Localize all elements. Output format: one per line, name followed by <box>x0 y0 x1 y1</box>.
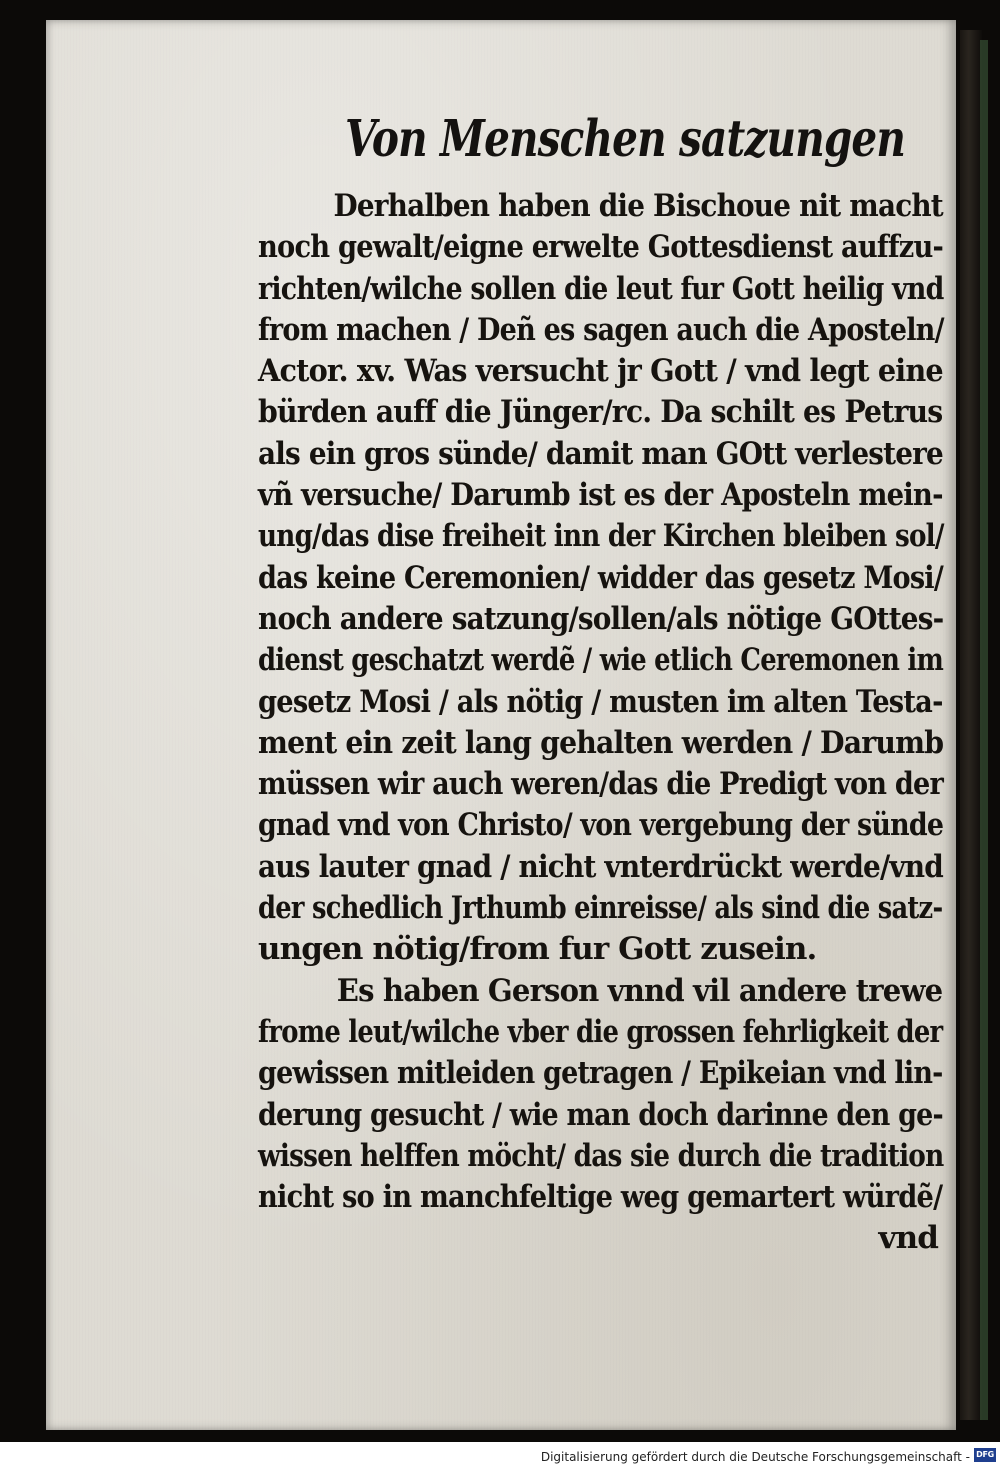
text-line: Es haben Gerson vnnd vil andere trewe <box>336 972 943 1009</box>
catchword: vnd <box>878 1220 938 1257</box>
text-line: müssen wir auch weren/das die Predigt von der <box>258 766 944 803</box>
text-line: from machen / Deñ es sagen auch die Aposteln/ <box>258 311 944 348</box>
dfg-logo-icon: DFG <box>974 1448 996 1462</box>
text-line: noch gewalt/eigne erwelte Gottesdienst auffzu- <box>258 229 944 266</box>
page-edge-strip <box>980 40 988 1420</box>
text-line: wissen helffen möcht/ das sie durch die tradition <box>258 1137 944 1174</box>
text-line: der schedlich Jrthumb einreisse/ als sind die satz- <box>258 890 943 927</box>
page-edge <box>960 30 982 1420</box>
running-heading: Von Menschen satzungen <box>345 110 905 169</box>
text-line: Derhalben haben die Bischoue nit macht <box>333 188 943 224</box>
funding-credit: Digitalisierung gefördert durch die Deutsche Forschungsgemeinschaft - <box>540 1450 970 1464</box>
text-line: ung/das dise freiheit inn der Kirchen bleiben sol/ <box>258 518 944 555</box>
body-text <box>258 186 943 1260</box>
text-line: derung gesucht / wie man doch darinne den ge- <box>258 1096 943 1133</box>
text-line: gewissen mitleiden getragen / Epikeian vnd lin- <box>258 1055 943 1092</box>
text-line: noch andere satzung/sollen/als nötige GOttes- <box>258 600 944 637</box>
text-line: frome leut/wilche vber die grossen fehrligkeit der <box>258 1013 943 1050</box>
text-line: vñ versuche/ Darumb ist es der Aposteln mein- <box>258 477 943 514</box>
text-line: ungen nötig/from fur Gott zusein. <box>258 931 817 968</box>
text-line: richten/wilche sollen die leut fur Gott heilig vnd <box>258 270 944 307</box>
text-line: ment ein zeit lang gehalten werden / Darumb <box>258 724 944 761</box>
text-line: bürden auff die Jünger/rc. Da schilt es Petrus <box>258 394 943 431</box>
text-line: gesetz Mosi / als nötig / musten im alten Testa- <box>258 683 943 720</box>
text-line: dienst geschatzt werdẽ / wie etlich Ceremonen im <box>258 642 944 679</box>
text-line: aus lauter gnad / nicht vnterdrückt werde/vnd <box>258 848 944 885</box>
text-line: gnad vnd von Christo/ von vergebung der sünde <box>258 807 944 844</box>
text-line: das keine Ceremonien/ widder das gesetz Mosi/ <box>258 559 943 596</box>
text-line: Actor. xv. Was versucht jr Gott / vnd legt eine <box>258 353 943 390</box>
text-line: nicht so in manchfeltige weg gemartert würdẽ/ <box>258 1179 943 1216</box>
text-line: als ein gros sünde/ damit man GOtt verlestere <box>258 435 944 472</box>
